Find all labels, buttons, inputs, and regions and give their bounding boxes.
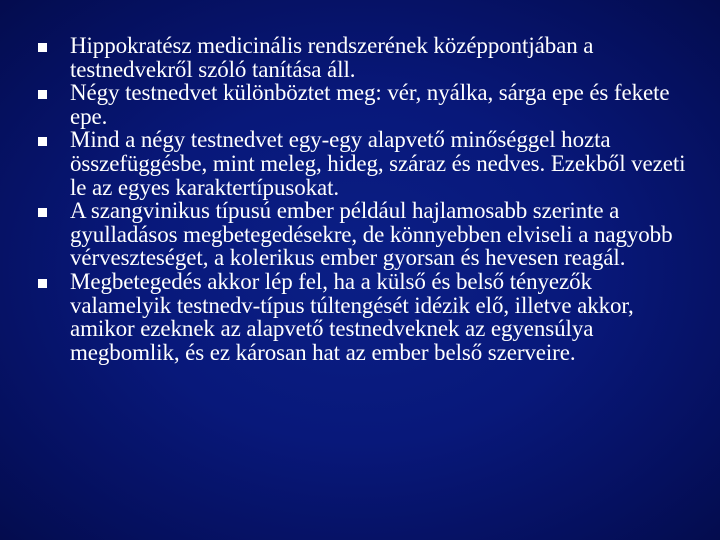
square-bullet-icon (38, 279, 47, 288)
bullet-text: Mind a négy testnedvet egy-egy alapvető minőséggel hozta összefüggésbe, mint meleg, hideg, száraz és nedves. Ezekből vezeti le az egyes karaktertípusokat. (70, 127, 686, 200)
square-bullet-icon (38, 43, 47, 52)
list-item (36, 81, 686, 128)
square-bullet-icon (38, 137, 47, 146)
list-item (36, 270, 686, 364)
bullet-text: A szangvinikus típusú ember például hajlamosabb szerinte a gyulladásos megbetegedésekre, de könnyebben elviseli a nagyobb vérveszteséget, a kolerikus ember gyorsan és hevesen reagál. (70, 198, 673, 271)
list-item (36, 128, 686, 199)
list-item (36, 199, 686, 270)
bullet-list (36, 34, 686, 364)
square-bullet-icon (38, 208, 47, 217)
list-item (36, 34, 686, 81)
bullet-text: Négy testnedvet különböztet meg: vér, nyálka, sárga epe és fekete epe. (70, 80, 670, 129)
bullet-text: Megbetegedés akkor lép fel, ha a külső és belső tényezők valamelyik testnedv-típus túltengését idézik elő, illetve akkor, amikor ezeknek az alapvető testnedveknek az egyensúlya megbomlik, és ez károsan hat az ember belső szerveire. (70, 268, 634, 365)
square-bullet-icon (38, 90, 47, 99)
bullet-text: Hippokratész medicinális rendszerének középpontjában a testnedvekről szóló tanítása áll. (70, 33, 594, 82)
